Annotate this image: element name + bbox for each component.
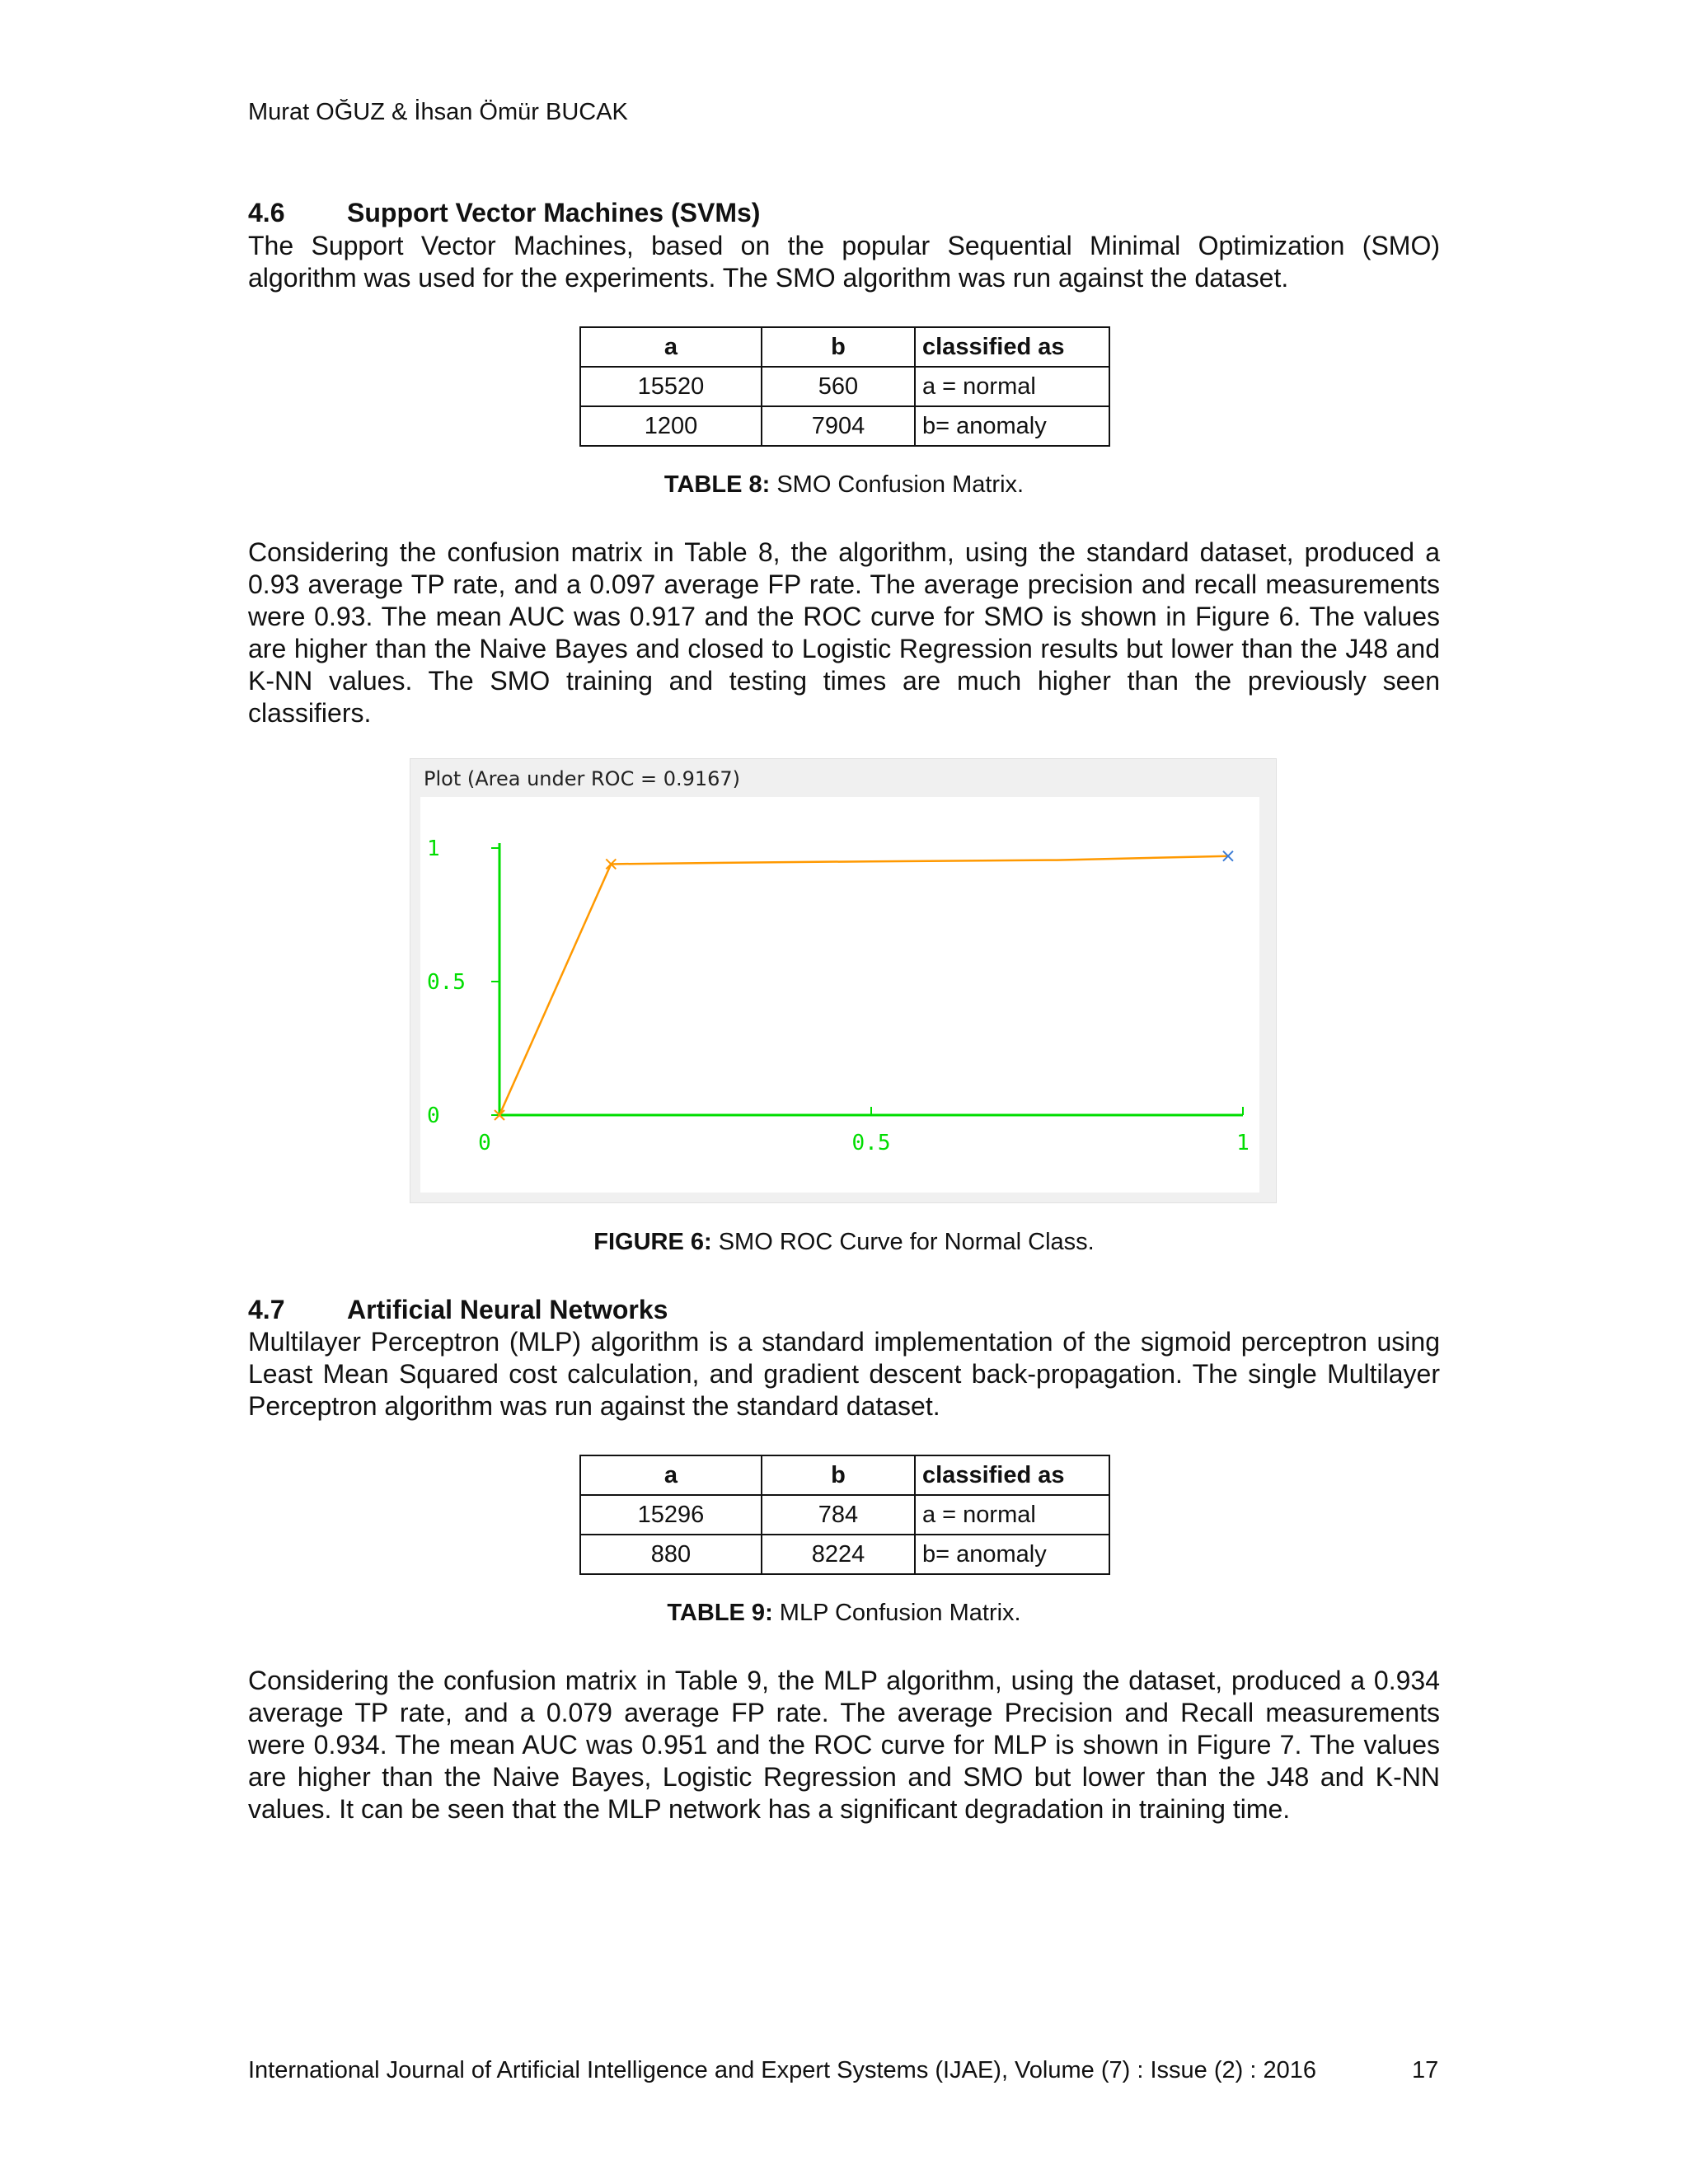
table-header-a: a bbox=[580, 1455, 762, 1495]
roc-plot bbox=[410, 759, 1278, 1204]
table-cell: b= anomaly bbox=[915, 1535, 1109, 1574]
table-8-caption bbox=[0, 471, 1688, 499]
caption-label: FIGURE 6: bbox=[593, 1229, 712, 1255]
x-tick-label: 1 bbox=[1236, 1131, 1250, 1155]
y-tick-label: 0 bbox=[427, 1104, 440, 1128]
table-cell: 15296 bbox=[580, 1495, 762, 1535]
caption-label: TABLE 8: bbox=[663, 471, 771, 498]
section-title: Support Vector Machines (SVMs) bbox=[347, 198, 761, 227]
table-cell: a = normal bbox=[915, 367, 1109, 406]
table-header-row bbox=[580, 327, 1109, 367]
table-row bbox=[580, 1535, 1109, 1574]
page-number: 17 bbox=[1412, 2057, 1439, 2083]
table-cell: 7904 bbox=[762, 406, 915, 446]
y-tick-label: 0.5 bbox=[427, 970, 466, 995]
roc-plot-window bbox=[410, 758, 1277, 1203]
table-row bbox=[580, 367, 1109, 406]
section-4-6-results: Considering the confusion matrix in Table 8, the algorithm, using the standard dataset, produced a 0.93 average TP rate, and a 0.097 average FP rate. The average precision and recall measurements were 0.93. The mean AUC was 0.917 and the ROC curve for SMO is shown in Figure 6. The values are higher than the Naive Bayes and closed to Logistic Regression results but lower than the J48 and K-NN values. The SMO training and testing times are much higher than the previously seen classifiers. bbox=[248, 537, 1440, 728]
section-heading-4-7 bbox=[248, 1295, 668, 1325]
table-cell: 560 bbox=[762, 367, 915, 406]
section-4-7-results: Considering the confusion matrix in Table 9, the MLP algorithm, using the dataset, produced a 0.934 average TP rate, and a 0.079 average FP rate. The average Precision and Recall measurements were 0.934. The mean AUC was 0.951 and the ROC curve for MLP is shown in Figure 7. The values are higher than the Naive Bayes, Logistic Regression and SMO but lower than the J48 and K-NN values. It can be seen that the MLP network has a significant degradation in training time. bbox=[248, 1666, 1440, 1824]
table-9-caption bbox=[0, 1600, 1688, 1627]
table-header-b: b bbox=[762, 327, 915, 367]
x-tick-label: 0.5 bbox=[851, 1131, 891, 1155]
table-header-classified-as: classified as bbox=[915, 327, 1109, 367]
plot-title: Plot (Area under ROC = 0.9167) bbox=[424, 767, 741, 790]
table-row bbox=[580, 1495, 1109, 1535]
table-cell: 8224 bbox=[762, 1535, 915, 1574]
table-8-smo-confusion-matrix bbox=[579, 326, 1110, 447]
table-cell: a = normal bbox=[915, 1495, 1109, 1535]
section-number: 4.7 bbox=[248, 1295, 285, 1324]
table-cell: 1200 bbox=[580, 406, 762, 446]
plot-area bbox=[420, 797, 1259, 1193]
table-cell: 784 bbox=[762, 1495, 915, 1535]
section-title: Artificial Neural Networks bbox=[347, 1295, 668, 1324]
caption-text: SMO Confusion Matrix. bbox=[770, 471, 1025, 498]
table-row bbox=[580, 406, 1109, 446]
section-number: 4.6 bbox=[248, 198, 285, 227]
caption-text: SMO ROC Curve for Normal Class. bbox=[711, 1229, 1095, 1255]
table-9-mlp-confusion-matrix bbox=[579, 1455, 1110, 1575]
x-tick-label: 0 bbox=[478, 1131, 491, 1155]
section-4-7-intro: Multilayer Perceptron (MLP) algorithm is a standard implementation of the sigmoid perceptron using Least Mean Squared cost calculation, and gradient descent back-propagation. The single Multilayer Perceptron algorithm was run against the standard dataset. bbox=[248, 1327, 1440, 1421]
table-cell: b= anomaly bbox=[915, 406, 1109, 446]
caption-label: TABLE 9: bbox=[667, 1600, 773, 1626]
table-cell: 15520 bbox=[580, 367, 762, 406]
figure-6-caption bbox=[0, 1229, 1688, 1256]
section-4-6-intro: The Support Vector Machines, based on the popular Sequential Minimal Optimization (SMO) algorithm was used for the experiments. The SMO algorithm was run against the dataset. bbox=[248, 231, 1440, 293]
table-header-row bbox=[580, 1455, 1109, 1495]
caption-text: MLP Confusion Matrix. bbox=[772, 1600, 1021, 1626]
table-header-a: a bbox=[580, 327, 762, 367]
page-header-authors: Murat OĞUZ & İhsan Ömür BUCAK bbox=[248, 99, 628, 125]
table-header-b: b bbox=[762, 1455, 915, 1495]
footer-journal: International Journal of Artificial Intelligence and Expert Systems (IJAE), Volume (7) : Issue (2) : 2016 bbox=[248, 2057, 1316, 2083]
section-heading-4-6 bbox=[248, 198, 760, 228]
table-cell: 880 bbox=[580, 1535, 762, 1574]
y-tick-label: 1 bbox=[427, 837, 440, 861]
table-header-classified-as: classified as bbox=[915, 1455, 1109, 1495]
